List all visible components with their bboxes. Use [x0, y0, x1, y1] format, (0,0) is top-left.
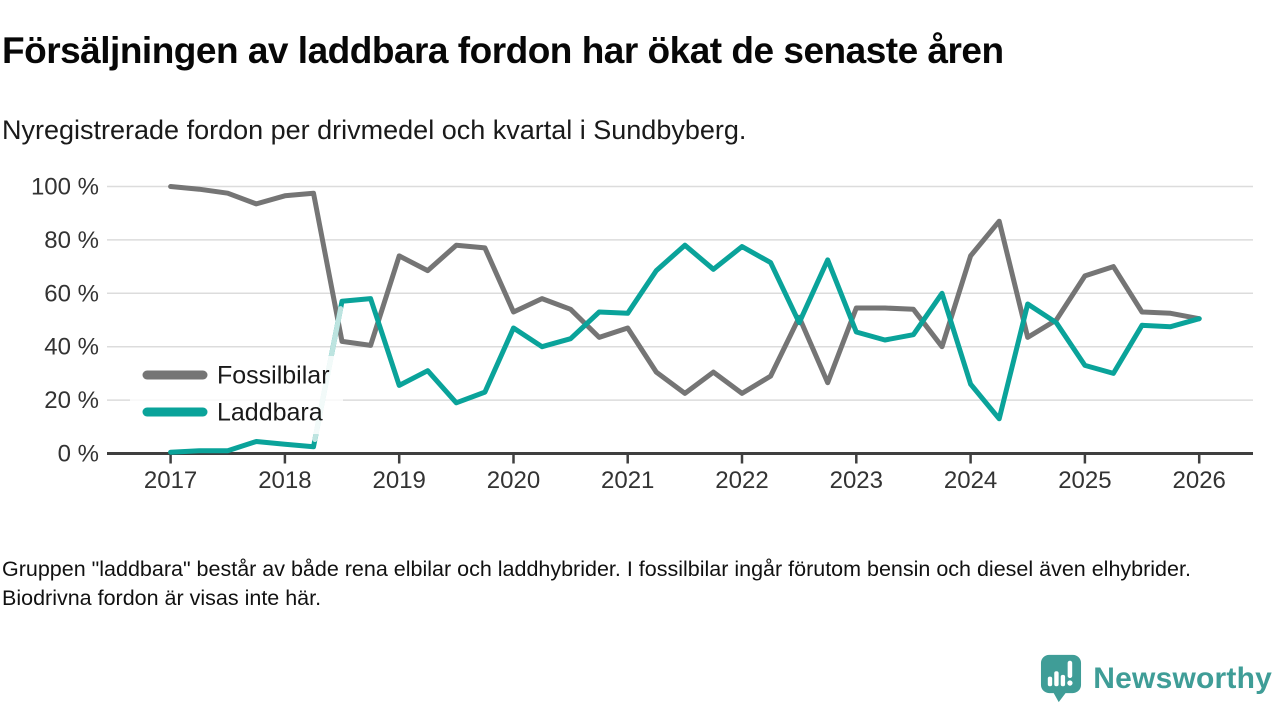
legend-label-laddbara: Laddbara [217, 398, 323, 427]
y-axis-label: 40 % [44, 333, 99, 361]
newsworthy-logo [1039, 653, 1272, 704]
x-axis-label: 2025 [1058, 467, 1112, 494]
y-axis-label: 80 % [44, 226, 99, 254]
x-axis-label: 2021 [601, 467, 655, 494]
page-subtitle: Nyregistrerade fordon per drivmedel och kvartal i Sundbyberg. [2, 115, 747, 145]
x-axis-label: 2018 [258, 467, 312, 494]
line-chart [0, 170, 1280, 505]
legend-label-fossilbilar: Fossilbilar [217, 361, 330, 390]
x-axis-label: 2020 [486, 467, 541, 494]
x-axis-label: 2024 [943, 467, 998, 494]
x-axis-label: 2017 [143, 467, 198, 494]
newsworthy-logo-text: Newsworthy [1093, 661, 1272, 695]
newsworthy-logo-icon [1039, 653, 1083, 704]
chart-footnote: Gruppen "laddbara" består av både rena elbilar och laddhybrider. I fossilbilar ingår förutom bensin och diesel även elhybrider. Biodrivna fordon är visas inte här. [2, 557, 1191, 611]
page-title: Försäljningen av laddbara fordon har ökat de senaste åren [2, 30, 1004, 71]
y-axis-label: 0 % [57, 440, 99, 468]
x-axis-label: 2026 [1172, 467, 1226, 494]
chart-svg [0, 170, 1280, 505]
y-axis-label: 100 % [30, 173, 99, 201]
x-axis-label: 2019 [372, 467, 426, 494]
x-axis-label: 2022 [715, 467, 769, 494]
x-axis-label: 2023 [829, 467, 883, 494]
y-axis-label: 60 % [44, 280, 99, 308]
y-axis-label: 20 % [44, 387, 99, 415]
